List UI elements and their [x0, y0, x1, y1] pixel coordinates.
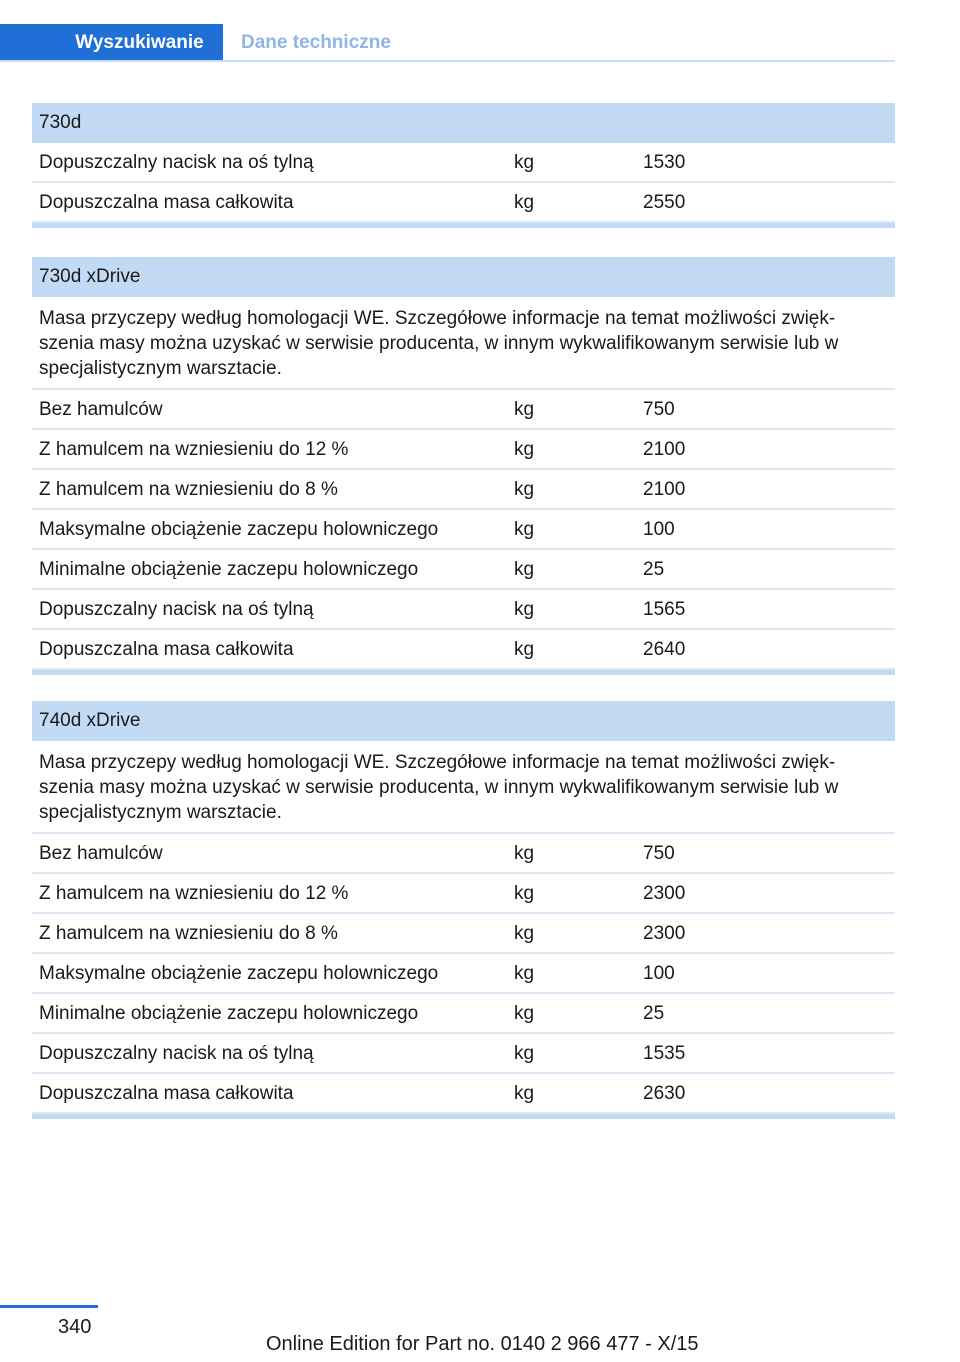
header-divider [0, 60, 895, 62]
row-unit: kg [514, 1043, 535, 1064]
table-title: 730d xDrive [32, 257, 895, 297]
footer-accent-rule [0, 1305, 98, 1308]
table-row [32, 510, 895, 550]
row-unit: kg [514, 192, 535, 213]
row-value: 2100 [643, 479, 686, 500]
row-value: 25 [643, 559, 665, 580]
row-value: 2300 [643, 923, 686, 944]
table-row [32, 834, 895, 874]
row-value: 750 [643, 843, 675, 864]
row-label: Maksymalne obciążenie zaczepu holowniczego [39, 963, 439, 984]
table-row [32, 914, 895, 954]
row-label: Maksymalne obciążenie zaczepu holowniczego [39, 519, 439, 540]
row-label: Minimalne obciążenie zaczepu holowniczego [39, 559, 419, 580]
row-unit: kg [514, 439, 535, 460]
row-value: 2640 [643, 639, 686, 660]
row-unit: kg [514, 519, 535, 540]
edition-footer: Online Edition for Part no. 0140 2 966 477 - X/15 [266, 1333, 699, 1355]
spec-table-740d-xdrive [32, 701, 895, 1119]
row-unit: kg [514, 559, 535, 580]
row-value: 25 [643, 1003, 665, 1024]
tab-wyszukiwanie[interactable]: Wyszukiwanie [0, 24, 223, 62]
row-unit: kg [514, 599, 535, 620]
table-end-rule [32, 670, 895, 675]
row-label: Dopuszczalna masa całkowita [39, 639, 294, 660]
row-value: 2100 [643, 439, 686, 460]
row-label: Z hamulcem na wzniesieniu do 12 % [39, 883, 349, 904]
row-label: Z hamulcem na wzniesieniu do 12 % [39, 439, 349, 460]
row-value: 2300 [643, 883, 686, 904]
row-label: Dopuszczalny nacisk na oś tylną [39, 1043, 314, 1064]
table-row [32, 143, 895, 183]
table-end-rule [32, 1114, 895, 1119]
row-unit: kg [514, 152, 535, 173]
row-value: 750 [643, 399, 675, 420]
row-unit: kg [514, 923, 535, 944]
spec-table-730d-xdrive [32, 257, 895, 675]
table-row [32, 1074, 895, 1114]
table-row [32, 1034, 895, 1074]
row-unit: kg [514, 1003, 535, 1024]
row-unit: kg [514, 843, 535, 864]
row-value: 100 [643, 519, 675, 540]
row-unit: kg [514, 963, 535, 984]
table-title: 740d xDrive [32, 701, 895, 741]
row-label: Dopuszczalny nacisk na oś tylną [39, 599, 314, 620]
page-header [0, 24, 895, 62]
row-unit: kg [514, 639, 535, 660]
row-value: 1530 [643, 152, 686, 173]
table-note: Masa przyczepy według homologacji WE. Szczegółowe informacje na temat możliwości zwięk-szenia masy można uzyskać w serwisie producenta, w innym wykwalifikowanym serwisie lub w specjalistycznym warsztacie. [32, 297, 895, 390]
table-note: Masa przyczepy według homologacji WE. Szczegółowe informacje na temat możliwości zwięk-szenia masy można uzyskać w serwisie producenta, w innym wykwalifikowanym serwisie lub w specjalistycznym warsztacie. [32, 741, 895, 834]
table-row [32, 630, 895, 670]
row-label: Minimalne obciążenie zaczepu holowniczego [39, 1003, 419, 1024]
table-row [32, 954, 895, 994]
row-label: Dopuszczalna masa całkowita [39, 192, 294, 213]
row-unit: kg [514, 399, 535, 420]
spec-table-730d [32, 103, 895, 228]
row-label: Dopuszczalna masa całkowita [39, 1083, 294, 1104]
table-row [32, 874, 895, 914]
row-label: Bez hamulców [39, 399, 163, 420]
row-label: Bez hamulców [39, 843, 163, 864]
row-value: 1565 [643, 599, 686, 620]
row-label: Z hamulcem na wzniesieniu do 8 % [39, 479, 338, 500]
row-value: 2550 [643, 192, 686, 213]
row-value: 1535 [643, 1043, 686, 1064]
row-label: Z hamulcem na wzniesieniu do 8 % [39, 923, 338, 944]
table-title: 730d [32, 103, 895, 143]
table-row [32, 430, 895, 470]
table-row [32, 183, 895, 223]
tab-dane-techniczne[interactable]: Dane techniczne [241, 32, 391, 53]
page-number: 340 [58, 1316, 92, 1338]
table-row [32, 590, 895, 630]
row-value: 2630 [643, 1083, 686, 1104]
row-value: 100 [643, 963, 675, 984]
table-row [32, 994, 895, 1034]
table-end-rule [32, 223, 895, 228]
row-unit: kg [514, 1083, 535, 1104]
row-unit: kg [514, 883, 535, 904]
row-unit: kg [514, 479, 535, 500]
table-row [32, 390, 895, 430]
row-label: Dopuszczalny nacisk na oś tylną [39, 152, 314, 173]
table-row [32, 470, 895, 510]
table-row [32, 550, 895, 590]
